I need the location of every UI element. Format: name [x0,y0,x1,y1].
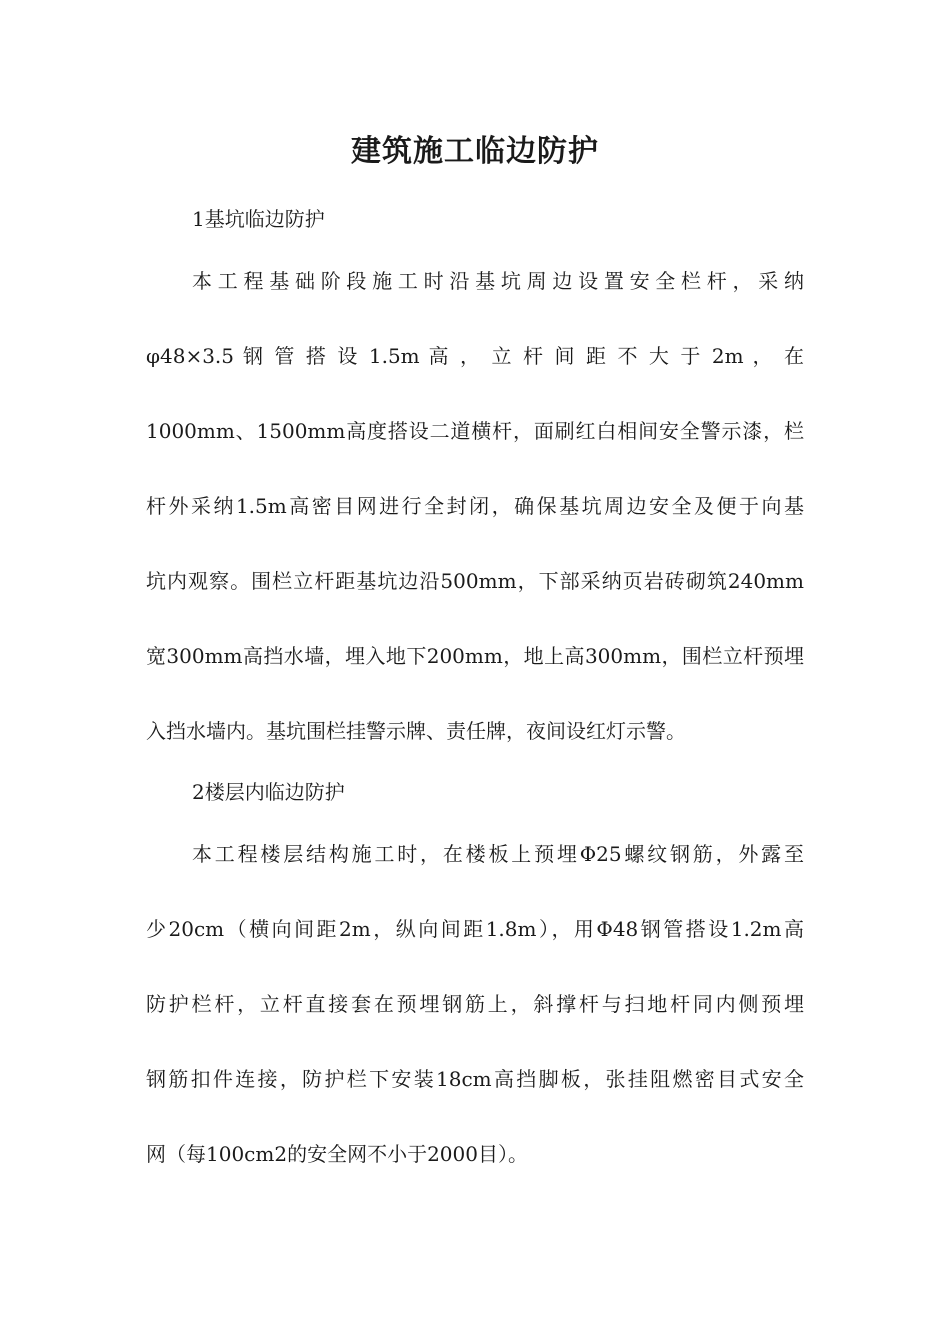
paragraph-line: 坑内观察。围栏立杆距基坑边沿500mm，下部采纳页岩砖砌筑240mm [146,569,804,593]
paragraph-line: φ48×3.5 钢 管 搭 设 1.5m 高 ， 立 杆 间 距 不 大 于 2m ， 在 [146,344,804,368]
paragraph-line: 网（每100cm2的安全网不小于2000目）。 [146,1142,528,1166]
paragraph-line: 少20cm（横向间距2m，纵向间距1.8m），用Φ48钢管搭设1.2m高 [146,917,804,941]
paragraph-line: 钢筋扣件连接，防护栏下安装18cm高挡脚板，张挂阻燃密目式安全 [146,1067,804,1091]
paragraph-line: 入挡水墙内。基坑围栏挂警示牌、责任牌，夜间设红灯示警。 [146,719,686,743]
section-heading-1: 1基坑临边防护 [192,207,325,231]
section-heading-2: 2楼层内临边防护 [192,780,345,804]
paragraph-line: 防护栏杆，立杆直接套在预埋钢筋上，斜撑杆与扫地杆同内侧预埋 [146,992,804,1016]
paragraph-line: 本工程楼层结构施工时，在楼板上预埋Φ25螺纹钢筋，外露至 [192,842,804,866]
document-title: 建筑施工临边防护 [351,134,599,169]
paragraph-line: 杆外采纳1.5m高密目网进行全封闭，确保基坑周边安全及便于向基 [146,494,804,518]
paragraph-line: 1000mm、1500mm高度搭设二道横杆，面刷红白相间安全警示漆，栏 [146,419,804,443]
paragraph-line: 本工程基础阶段施工时沿基坑周边设置安全栏杆，采纳 [192,269,804,293]
paragraph-line: 宽300mm高挡水墙，埋入地下200mm，地上高300mm，围栏立杆预埋 [146,644,804,668]
